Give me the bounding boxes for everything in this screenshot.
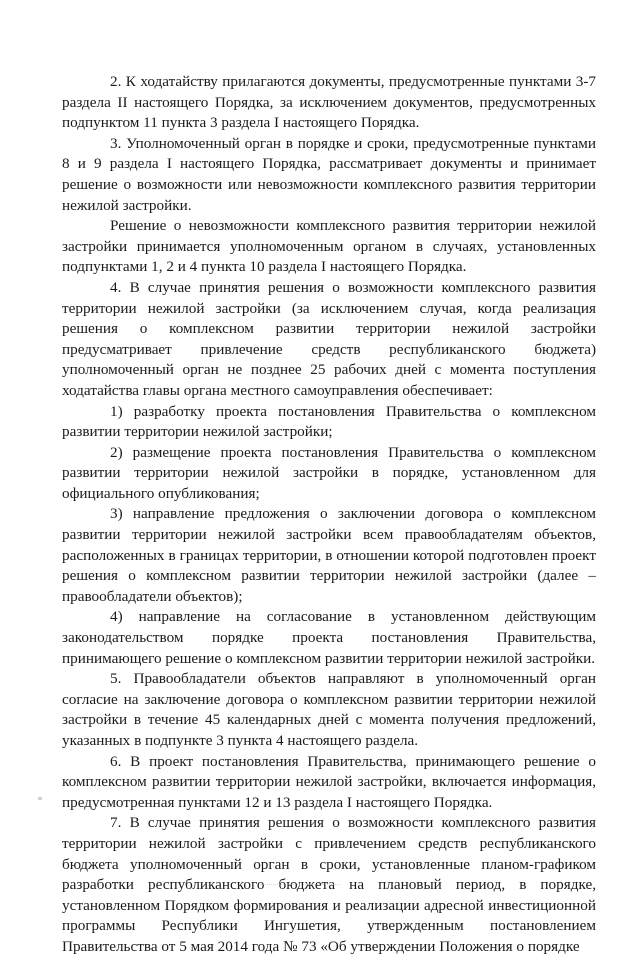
subparagraph-4-2: 2) размещение проекта постановления Правительства о комплексном развитии территории нежилой застройки в порядке, установленном для официального опубликования;	[62, 443, 596, 502]
scan-speck	[38, 797, 42, 800]
paragraph-2: 2. К ходатайству прилагаются документы, предусмотренные пунктами 3-7 раздела II настоящего Порядка, за исключением документов, предусмотренных подпунктом 11 пункта 3 раздела I настоящего Порядка.	[62, 73, 596, 132]
document-page	[62, 72, 596, 958]
scan-footer-marks	[260, 878, 340, 885]
paragraph-4: 4. В случае принятия решения о возможности комплексного развития территории нежилой застройки (за исключением случая, когда реализация решения о комплексном развитии территории нежилой застройки предусматривает привлечение средств республиканского бюджета) уполномоченный орган не позднее 25 рабочих дней с момента поступления ходатайства главы органа местного самоуправления обеспечивает:	[62, 278, 596, 399]
subparagraph-4-4: 4) направление на согласование в установленном действующим законодательством порядке проекта постановления Правительства, принимающего решение о комплексном развитии территории нежилой застройки.	[62, 608, 596, 667]
paragraph-5: 5. Правообладатели объектов направляют в уполномоченный орган согласие на заключение договора о комплексном развитии территории нежилой застройки в течение 45 календарных дней с момента получения предложений, указанных в подпункте 3 пункта 4 настоящего раздела.	[62, 670, 596, 749]
paragraph-3: 3. Уполномоченный орган в порядке и сроки, предусмотренные пунктами 8 и 9 раздела I настоящего Порядка, рассматривает документы и принимает решение о возможности или невозможности комплексного развития территории нежилой застройки.	[62, 134, 596, 214]
subparagraph-4-3: 3) направление предложения о заключении договора о комплексном развитии территории нежилой застройки всем правообладателям объектов, расположенных в границах территории, в отношении которой подготовлен проект решения о комплексном развитии территории нежилой застройки (далее – правообладатели объектов);	[62, 505, 596, 605]
subparagraph-4-1: 1) разработку проекта постановления Правительства о комплексном развитии территории нежилой застройки;	[62, 402, 596, 441]
paragraph-3-decision: Решение о невозможности комплексного развития территории нежилой застройки принимается уполномоченным органом в случаях, установленных подпунктами 1, 2 и 4 пункта 10 раздела I настоящего Порядка.	[62, 217, 596, 276]
paragraph-7: 7. В случае принятия решения о возможности комплексного развития территории нежилой застройки с привлечением средств республиканского бюджета уполномоченный орган в сроки, установленные планом-графиком разработки республиканского бюджета на плановый период, в порядке, установленном Порядком формирования и реализации адресной инвестиционной программы Республики Ингушетия, утвержденным постановлением Правительства от 5 мая 2014 года № 73 «Об утверждении Положения о порядке	[62, 814, 596, 955]
paragraph-6: 6. В проект постановления Правительства, принимающего решение о комплексном развитии территории нежилой застройки, включается информация, предусмотренная пунктами 12 и 13 раздела I настоящего Порядка.	[62, 752, 596, 811]
